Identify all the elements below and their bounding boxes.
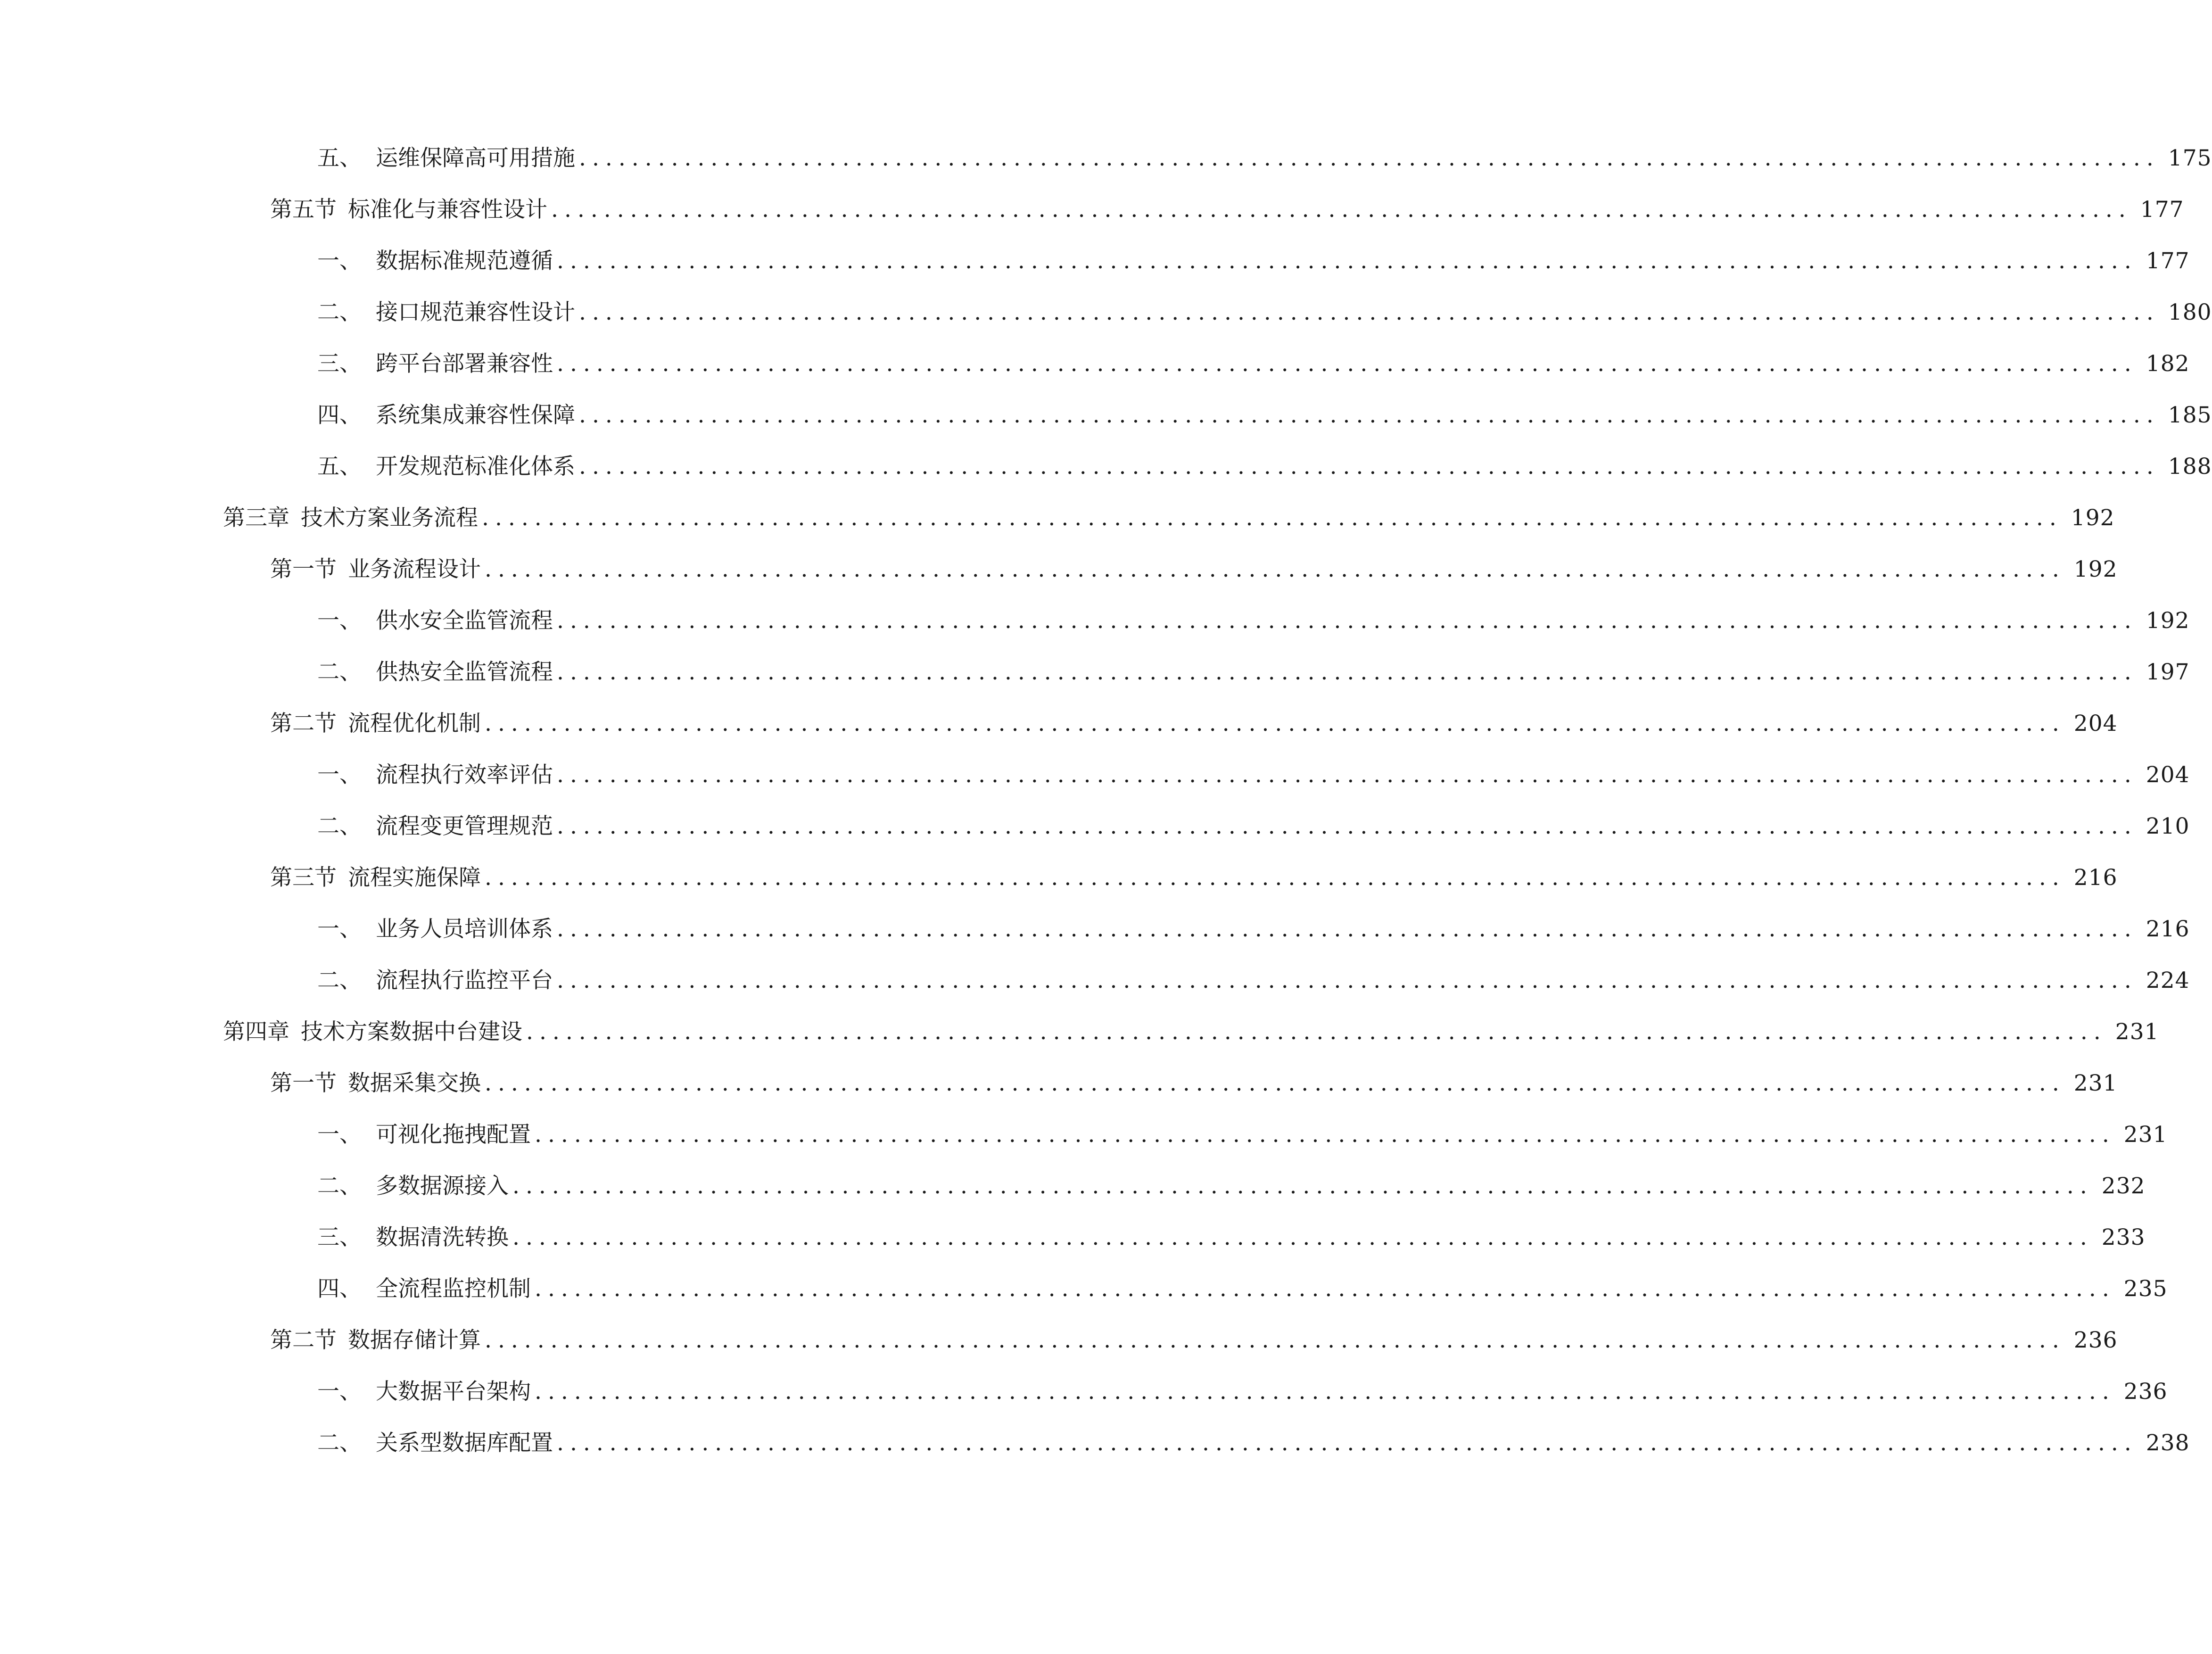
toc-dot-leader: ........................................................................................................................ [512,1224,2093,1250]
toc-entry-title: 数据存储计算 [348,1327,481,1353]
toc-entry-number: 五、 [317,145,362,171]
toc-dot-leader: ........................................................................................................................ [579,402,2160,428]
toc-entry-title: 流程实施保障 [348,865,481,891]
toc-entry-page: 185 [2168,402,2212,428]
toc-entry-number: 五、 [317,454,362,480]
toc-dot-leader: ........................................................................................................................ [557,916,2138,942]
toc-dot-leader: ........................................................................................................................ [526,1019,2107,1045]
toc-entry-page: 235 [2123,1276,2168,1302]
toc-entry-number: 第二节 [270,711,337,736]
toc-entry-number: 四、 [317,1276,362,1302]
toc-entry-page: 197 [2146,659,2190,685]
toc-entry-title: 流程优化机制 [348,711,481,736]
toc-dot-leader: ........................................................................................................................ [557,1430,2138,1456]
toc-entry-number: 一、 [317,762,362,788]
toc-entry[interactable] [317,602,2190,640]
toc-dot-leader: ........................................................................................................................ [579,454,2160,480]
toc-entry-title: 业务流程设计 [348,556,481,582]
toc-entry-number: 二、 [317,813,362,839]
toc-entry-page: 180 [2168,299,2212,325]
toc-entry-title: 接口规范兼容性设计 [376,299,575,325]
toc-entry-page: 231 [2115,1019,2159,1045]
toc-entry-page: 216 [2146,916,2190,942]
toc-entry[interactable] [270,859,2118,897]
toc-entry-page: 192 [2073,556,2118,582]
toc-entry-title: 跨平台部署兼容性 [376,351,553,377]
toc-entry-number: 二、 [317,1173,362,1199]
toc-entry-page: 177 [2146,248,2190,274]
toc-entry[interactable] [317,345,2190,383]
toc-entry-title: 关系型数据库配置 [376,1430,553,1456]
toc-entry-page: 204 [2146,762,2190,788]
toc-dot-leader: ........................................................................................................................ [557,762,2138,788]
toc-dot-leader: ........................................................................................................................ [485,865,2065,891]
toc-entry-page: 231 [2123,1122,2168,1148]
toc-entry-number: 二、 [317,659,362,685]
toc-entry-number: 第五节 [270,197,337,223]
toc-entry-page: 210 [2146,813,2190,839]
toc-entry-number: 第二节 [270,1327,337,1353]
toc-entry[interactable] [270,705,2118,743]
toc-entry-page: 177 [2140,197,2184,223]
toc-entry-page: 231 [2073,1070,2118,1096]
toc-dot-leader: ........................................................................................................................ [579,299,2160,325]
toc-entry-page: 236 [2123,1379,2168,1405]
toc-entry-title: 流程执行效率评估 [376,762,553,788]
toc-dot-leader: ........................................................................................................................ [535,1122,2115,1148]
toc-entry-title: 业务人员培训体系 [376,916,553,942]
toc-entry[interactable] [270,191,2184,229]
toc-dot-leader: ........................................................................................................................ [512,1173,2093,1199]
toc-entry-page: 192 [2071,505,2115,531]
toc-entry[interactable] [317,294,2212,331]
toc-entry[interactable] [317,1167,2146,1205]
toc-entry-title: 系统集成兼容性保障 [376,402,575,428]
toc-entry[interactable] [317,1116,2168,1154]
toc-entry[interactable] [317,653,2190,691]
toc-entry[interactable] [317,242,2190,280]
toc-entry[interactable] [270,1065,2118,1102]
toc-entry-page: 188 [2168,454,2212,480]
toc-entry-number: 一、 [317,248,362,274]
toc-entry-title: 标准化与兼容性设计 [348,197,547,223]
toc-entry-title: 数据采集交换 [348,1070,481,1096]
toc-entry-number: 一、 [317,608,362,634]
toc-entry-page: 204 [2073,711,2118,736]
toc-entry[interactable] [317,140,2212,177]
toc-entry-number: 一、 [317,916,362,942]
toc-entry-page: 224 [2146,968,2190,993]
toc-entry[interactable] [270,1322,2118,1359]
toc-entry[interactable] [317,1270,2168,1308]
toc-entry-number: 第一节 [270,556,337,582]
toc-entry[interactable] [317,808,2190,845]
toc-entry[interactable] [317,1373,2168,1411]
toc-entry-title: 运维保障高可用措施 [376,145,575,171]
toc-entry[interactable] [270,551,2118,588]
toc-entry-title: 大数据平台架构 [376,1379,531,1405]
toc-dot-leader: ........................................................................................................................ [579,145,2160,171]
toc-entry-title: 全流程监控机制 [376,1276,531,1302]
toc-entry-number: 三、 [317,351,362,377]
toc-entry-number: 第一节 [270,1070,337,1096]
toc-entry-number: 第四章 [223,1019,289,1045]
toc-entry-title: 技术方案数据中台建设 [301,1019,522,1045]
toc-entry-number: 第三节 [270,865,337,891]
toc-entry-title: 可视化拖拽配置 [376,1122,531,1148]
toc-entry-number: 第三章 [223,505,289,531]
toc-entry-page: 192 [2146,608,2190,634]
toc-entry-number: 二、 [317,299,362,325]
toc-dot-leader: ........................................................................................................................ [485,711,2065,736]
toc-dot-leader: ........................................................................................................................ [535,1276,2115,1302]
toc-entry[interactable] [317,910,2190,948]
toc-dot-leader: ........................................................................................................................ [557,351,2138,377]
toc-entry[interactable] [317,448,2212,486]
toc-entry-number: 一、 [317,1379,362,1405]
toc-entry-title: 多数据源接入 [376,1173,509,1199]
toc-entry-page: 216 [2073,865,2118,891]
toc-entry-title: 流程执行监控平台 [376,968,553,993]
toc-dot-leader: ........................................................................................................................ [557,813,2138,839]
toc-entry-page: 175 [2168,145,2212,171]
toc-entry-title: 数据标准规范遵循 [376,248,553,274]
toc-entry-title: 供热安全监管流程 [376,659,553,685]
toc-entry-title: 数据清洗转换 [376,1224,509,1250]
toc-entry-page: 238 [2146,1430,2190,1456]
toc-entry-page: 232 [2101,1173,2146,1199]
toc-entry-number: 一、 [317,1122,362,1148]
toc-dot-leader: ........................................................................................................................ [557,608,2138,634]
toc-dot-leader: ........................................................................................................................ [557,659,2138,685]
toc-entry-title: 供水安全监管流程 [376,608,553,634]
toc-dot-leader: ........................................................................................................................ [557,968,2138,993]
toc-dot-leader: ........................................................................................................................ [485,556,2065,582]
toc-dot-leader: ........................................................................................................................ [535,1379,2115,1405]
toc-entry-number: 二、 [317,968,362,993]
toc-entry-title: 开发规范标准化体系 [376,454,575,480]
toc-entry[interactable] [223,499,2115,537]
toc-entry[interactable] [317,962,2190,1000]
toc-dot-leader: ........................................................................................................................ [485,1070,2065,1096]
toc-entry-number: 四、 [317,402,362,428]
toc-entry-page: 236 [2073,1327,2118,1353]
toc-entry[interactable] [317,1219,2146,1257]
toc-entry-number: 二、 [317,1430,362,1456]
toc-entry-title: 流程变更管理规范 [376,813,553,839]
toc-entry-title: 技术方案业务流程 [301,505,478,531]
toc-dot-leader: ........................................................................................................................ [557,248,2138,274]
toc-entry-page: 182 [2146,351,2190,377]
toc-dot-leader: ........................................................................................................................ [485,1327,2065,1353]
toc-entry[interactable] [223,1013,2159,1051]
toc-entry[interactable] [317,397,2212,434]
toc-dot-leader: ........................................................................................................................ [482,505,2063,531]
toc-entry-number: 三、 [317,1224,362,1250]
toc-entry-page: 233 [2101,1224,2146,1250]
toc-entry[interactable] [317,1424,2190,1462]
toc-entry[interactable] [317,756,2190,794]
toc-dot-leader: ........................................................................................................................ [551,197,2132,223]
